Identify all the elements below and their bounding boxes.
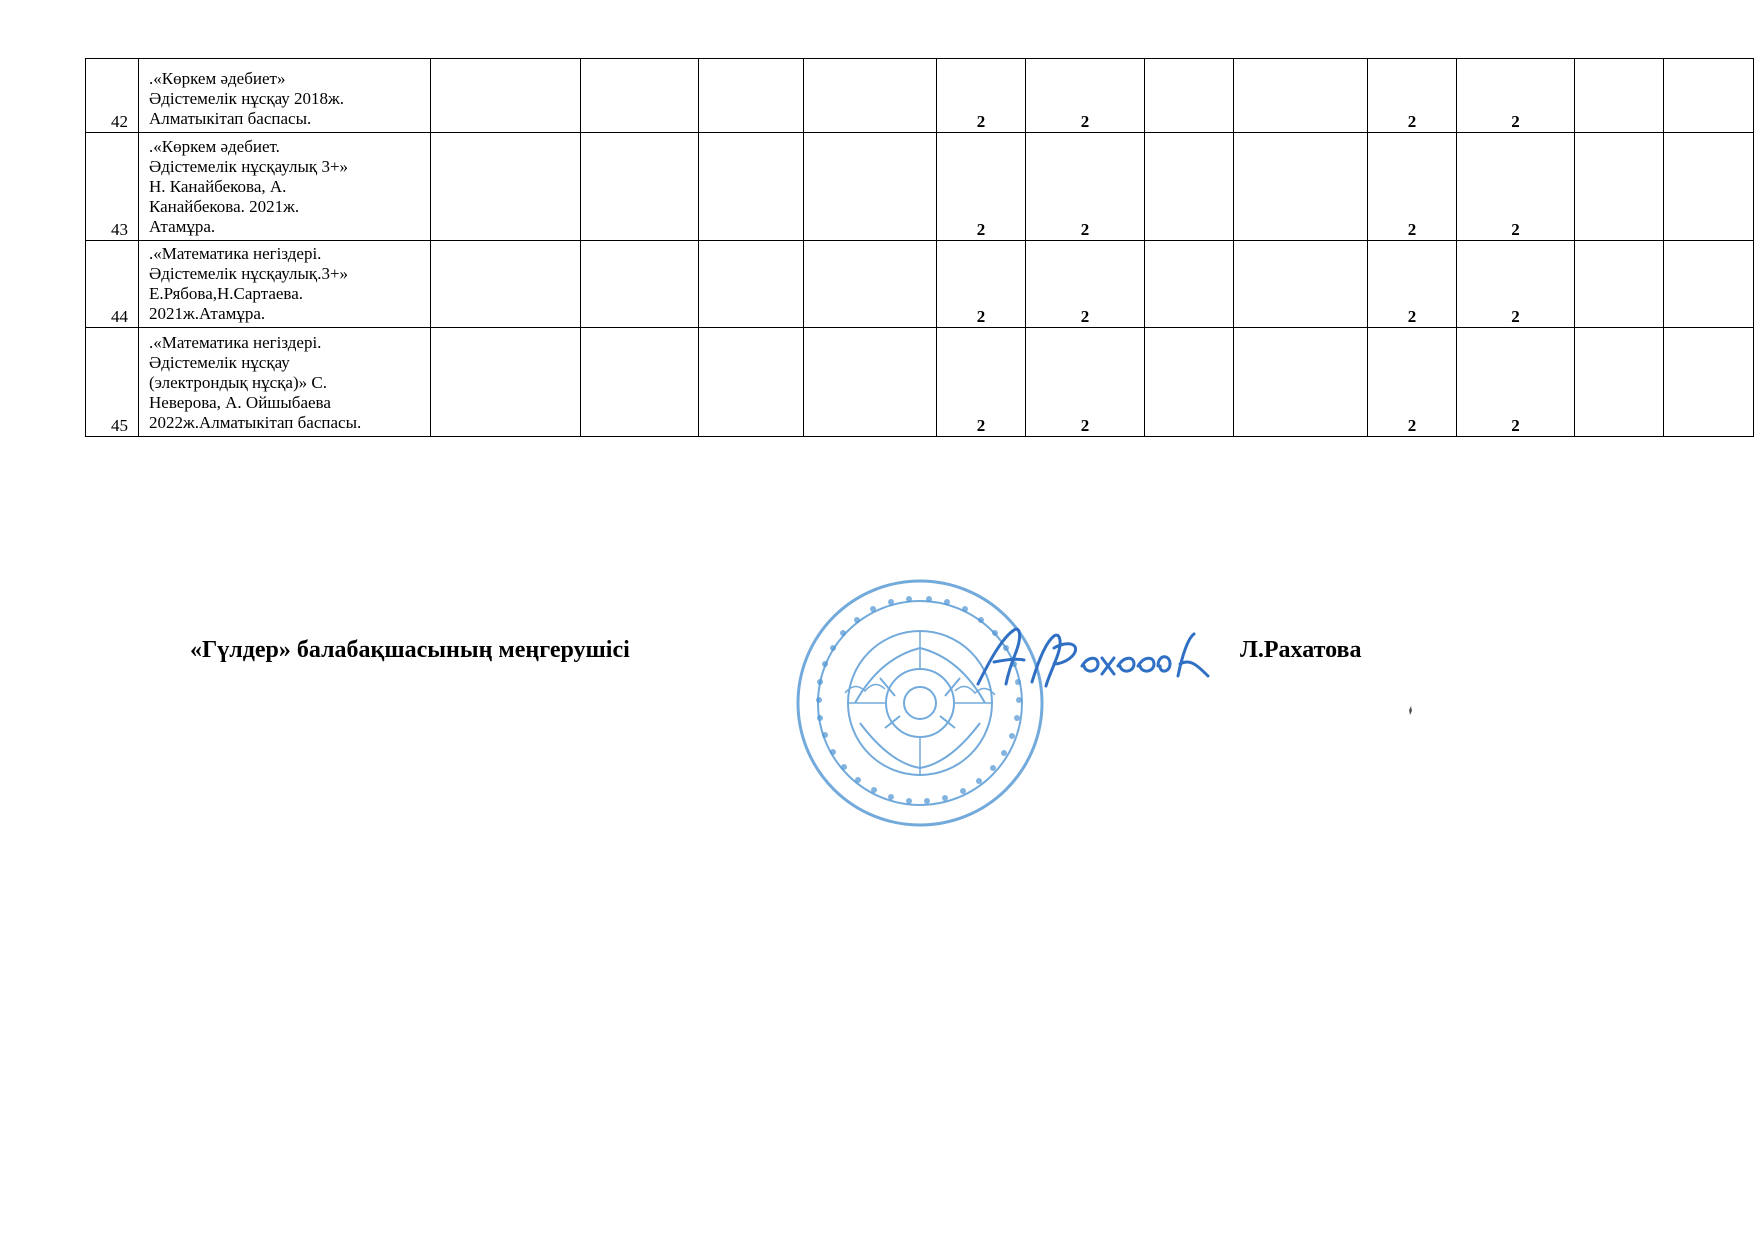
signatory-name: Л.Рахатова: [1240, 637, 1362, 663]
value-cell: [1234, 133, 1368, 241]
value-cell: 2: [937, 133, 1026, 241]
value-cell: [1664, 328, 1754, 437]
title-line: Әдістемелік нұсқау: [149, 353, 290, 372]
value-cell: 2: [1026, 328, 1145, 437]
row-title: [139, 59, 431, 133]
value-cell: 2: [1368, 241, 1457, 328]
title-line: Неверова, А. Ойшыбаева: [149, 393, 331, 412]
value-cell: 2: [1457, 328, 1575, 437]
value-cell: [431, 328, 581, 437]
title-line: Канайбекова. 2021ж.: [149, 197, 300, 216]
value-cell: [1664, 59, 1754, 133]
value-cell: [1145, 328, 1234, 437]
value-cell: [1575, 241, 1664, 328]
value-cell: [1234, 59, 1368, 133]
value-cell: [699, 328, 804, 437]
row-title: [139, 241, 431, 328]
title-line: Е.Рябова,Н.Сартаева.: [149, 284, 304, 303]
row-number: 44: [86, 241, 139, 328]
row-number: 42: [86, 59, 139, 133]
title-line: 2022ж.Алматыкітап баспасы.: [149, 413, 362, 432]
value-cell: [1145, 59, 1234, 133]
value-cell: 2: [937, 59, 1026, 133]
title-line: Атамұра.: [149, 217, 216, 236]
value-cell: 2: [1457, 59, 1575, 133]
title-line: Әдістемелік нұсқаулық.3+»: [149, 264, 349, 283]
title-line: Әдістемелік нұсқау 2018ж.: [149, 89, 345, 108]
table-body: [86, 59, 1754, 437]
value-cell: 2: [1026, 133, 1145, 241]
position-title: «Гүлдер» балабақшасының меңгерушісі: [190, 637, 630, 663]
value-cell: [581, 241, 699, 328]
value-cell: [1575, 59, 1664, 133]
value-cell: [699, 59, 804, 133]
handwritten-signature: [968, 622, 1223, 702]
value-cell: 2: [1368, 133, 1457, 241]
value-cell: [1575, 328, 1664, 437]
value-cell: [1145, 133, 1234, 241]
value-cell: [804, 241, 937, 328]
value-cell: [581, 328, 699, 437]
data-table: [85, 58, 1754, 437]
value-cell: [699, 241, 804, 328]
value-cell: [1234, 241, 1368, 328]
title-line: Әдістемелік нұсқаулық 3+»: [149, 157, 349, 176]
value-cell: [804, 328, 937, 437]
value-cell: [1664, 133, 1754, 241]
value-cell: [1575, 133, 1664, 241]
row-title: [139, 328, 431, 437]
title-line: (электрондық нұсқа)» С.: [149, 373, 327, 392]
value-cell: [581, 59, 699, 133]
value-cell: [431, 241, 581, 328]
title-line: .«Көркем әдебиет.: [149, 137, 280, 156]
value-cell: 2: [1457, 133, 1575, 241]
value-cell: [1664, 241, 1754, 328]
official-stamp: [785, 578, 1055, 828]
table-row: [86, 59, 1754, 133]
title-line: .«Көркем әдебиет»: [149, 69, 286, 88]
title-line: Алматыкітап баспасы.: [149, 109, 312, 128]
table-row: [86, 328, 1754, 437]
value-cell: 2: [1368, 328, 1457, 437]
title-line: 2021ж.Атамұра.: [149, 304, 266, 323]
value-cell: [1145, 241, 1234, 328]
value-cell: 2: [1457, 241, 1575, 328]
stamp-ink: [798, 581, 1042, 825]
value-cell: [804, 59, 937, 133]
value-cell: 2: [1026, 59, 1145, 133]
value-cell: [699, 133, 804, 241]
value-cell: 2: [937, 241, 1026, 328]
row-number: 43: [86, 133, 139, 241]
title-line: Н. Канайбекова, А.: [149, 177, 287, 196]
table-row: [86, 133, 1754, 241]
value-cell: 2: [1026, 241, 1145, 328]
value-cell: 2: [937, 328, 1026, 437]
value-cell: [431, 59, 581, 133]
value-cell: 2: [1368, 59, 1457, 133]
row-title: [139, 133, 431, 241]
value-cell: [804, 133, 937, 241]
title-line: .«Математика негіздері.: [149, 333, 322, 352]
value-cell: [581, 133, 699, 241]
ink-speck: [1408, 706, 1414, 715]
table-row: [86, 241, 1754, 328]
title-line: .«Математика негіздері.: [149, 244, 322, 263]
value-cell: [1234, 328, 1368, 437]
value-cell: [431, 133, 581, 241]
row-number: 45: [86, 328, 139, 437]
